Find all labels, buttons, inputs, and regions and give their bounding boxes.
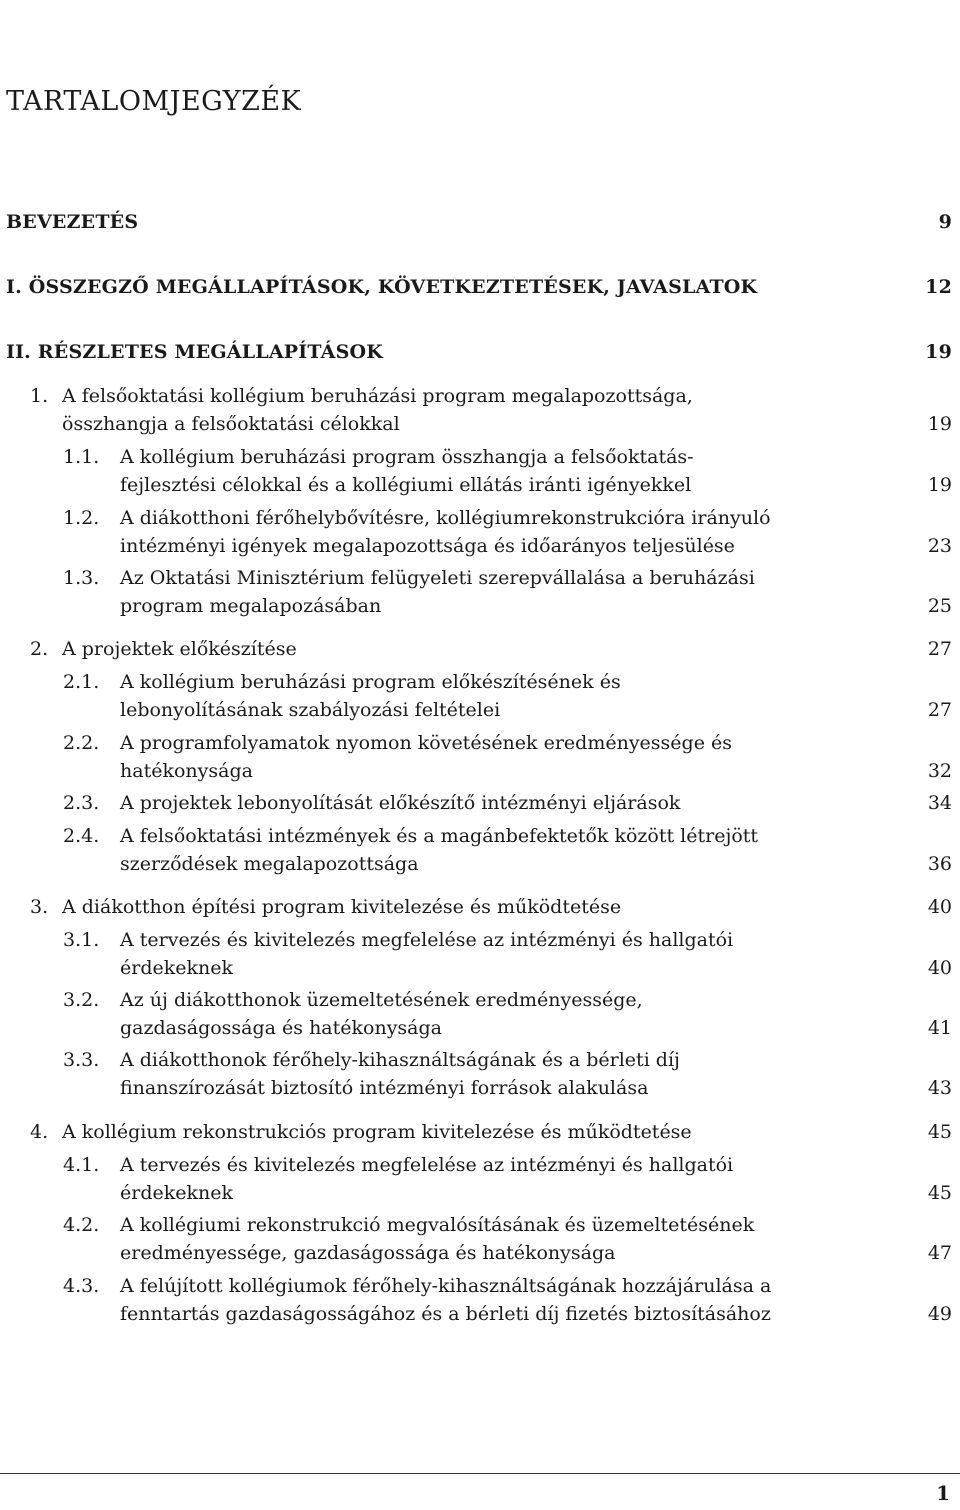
toc-entry-text: BEVEZETÉS [6, 211, 139, 233]
toc-entry-page: 9 [938, 211, 952, 233]
toc-entry-page: 19 [927, 413, 952, 435]
toc-entry-text: A diákotthon építési program kivitelezése és működtetése [62, 896, 622, 918]
toc-entry-page: 36 [927, 853, 952, 875]
toc-entry-text: A tervezés és kivitelezés megfelelése az intézményi és hallgatói érdekeknek [120, 929, 734, 979]
toc-entry-4-1[interactable] [63, 1151, 952, 1207]
toc-entry-number: 1. [30, 385, 49, 407]
toc-entry-1[interactable] [30, 382, 952, 438]
toc-entry-text: A tervezés és kivitelezés megfelelése az intézményi és hallgatói érdekeknek [120, 1154, 734, 1204]
toc-entry-number: 2. [30, 638, 49, 660]
toc-entry-3-2[interactable] [63, 986, 952, 1042]
toc-entry-text: A diákotthonok férőhely-kihasználtságának és a bérleti díj finanszírozását biztosító intézményi források alakulása [120, 1049, 680, 1099]
toc-entry-4-2[interactable] [63, 1211, 952, 1267]
toc-entry-text: Az új diákotthonok üzemeltetésének eredményessége, gazdaságossága és hatékonysága [120, 989, 643, 1039]
toc-entry-2-1[interactable] [63, 668, 952, 724]
toc-entry-number: 4.2. [63, 1214, 100, 1236]
toc-entry-page: 41 [927, 1017, 952, 1039]
toc-entry-text: II. RÉSZLETES MEGÁLLAPÍTÁSOK [6, 341, 384, 363]
toc-entry-page: 23 [927, 535, 952, 557]
toc-entry-page: 49 [927, 1303, 952, 1325]
toc-entry-2-4[interactable] [63, 822, 952, 878]
toc-entry-text: A felsőoktatási kollégium beruházási program megalapozottsága, összhangja a felsőoktatási célokkal [62, 385, 693, 435]
toc-entry-page: 19 [927, 474, 952, 496]
toc-entry-text: A felsőoktatási intézmények és a magánbefektetők között létrejött szerződések megalapozottsága [120, 825, 759, 875]
toc-entry-number: 3.2. [63, 989, 100, 1011]
toc-entry-number: 1.3. [63, 567, 100, 589]
toc-entry-text: A kollégium beruházási program összhangja a felsőoktatás- fejlesztési célokkal és a kollégiumi ellátás iránti igényekkel [120, 446, 694, 496]
toc-entry-text: A felújított kollégiumok férőhely-kihasználtságának hozzájárulása a fenntartás gazdaságosságához és a bérleti díj fizetés biztosításához [120, 1275, 772, 1325]
toc-entry-number: 2.2. [63, 732, 100, 754]
footer-page-number: 1 [936, 1481, 950, 1505]
toc-entry-3[interactable] [30, 893, 952, 921]
toc-entry-text: A kollégium rekonstrukciós program kivitelezése és működtetése [62, 1121, 692, 1143]
toc-entry-page: 40 [927, 957, 952, 979]
toc-entry-page: 25 [927, 595, 952, 617]
toc-entry-page: 40 [927, 896, 952, 918]
toc-entry-reszletes[interactable] [6, 338, 952, 366]
toc-entry-4-3[interactable] [63, 1272, 952, 1328]
toc-entry-4[interactable] [30, 1118, 952, 1146]
toc-entry-number: 2.1. [63, 671, 100, 693]
toc-entry-page: 43 [927, 1077, 952, 1099]
toc-entry-page: 19 [925, 341, 952, 363]
toc-entry-text: A projektek előkészítése [62, 638, 297, 660]
toc-entry-page: 27 [927, 699, 952, 721]
toc-entry-2-2[interactable] [63, 729, 952, 785]
toc-entry-osszegzo[interactable] [6, 273, 952, 301]
toc-entry-page: 45 [927, 1121, 952, 1143]
toc-entry-text: A kollégiumi rekonstrukció megvalósításának és üzemeltetésének eredményessége, gazdaságossága és hatékonysága [120, 1214, 755, 1264]
toc-entry-number: 4.1. [63, 1154, 100, 1176]
toc-entry-1-3[interactable] [63, 564, 952, 620]
toc-entry-page: 27 [927, 638, 952, 660]
toc-entry-2-3[interactable] [63, 789, 952, 817]
toc-entry-number: 2.4. [63, 825, 100, 847]
toc-entry-3-1[interactable] [63, 926, 952, 982]
toc-entry-text: I. ÖSSZEGZŐ MEGÁLLAPÍTÁSOK, KÖVETKEZTETÉSEK, JAVASLATOK [6, 276, 758, 298]
toc-entry-number: 3.1. [63, 929, 100, 951]
toc-entry-text: A programfolyamatok nyomon követésének eredményessége és hatékonysága [120, 732, 732, 782]
toc-entry-number: 1.1. [63, 446, 100, 468]
toc-entry-text: A projektek lebonyolítását előkészítő intézményi eljárások [120, 792, 681, 814]
toc-entry-text: A diákotthoni férőhelybővítésre, kollégiumrekonstrukcióra irányuló intézményi igények megalapozottsága és időarányos teljesülése [120, 507, 771, 557]
toc-entry-1-2[interactable] [63, 504, 952, 560]
footer-divider [0, 1473, 960, 1474]
toc-entry-page: 34 [927, 792, 952, 814]
toc-entry-number: 4.3. [63, 1275, 100, 1297]
toc-entry-number: 3.3. [63, 1049, 100, 1071]
toc-entry-bevezetes[interactable] [6, 208, 952, 236]
toc-entry-number: 1.2. [63, 507, 100, 529]
toc-entry-number: 3. [30, 896, 49, 918]
toc-entry-page: 32 [927, 760, 952, 782]
toc-entry-2[interactable] [30, 635, 952, 663]
toc-entry-number: 2.3. [63, 792, 100, 814]
toc-entry-page: 12 [925, 276, 952, 298]
toc-entry-number: 4. [30, 1121, 49, 1143]
toc-entry-3-3[interactable] [63, 1046, 952, 1102]
toc-entry-page: 45 [927, 1182, 952, 1204]
toc-entry-page: 47 [927, 1242, 952, 1264]
page-title: TARTALOMJEGYZÉK [6, 86, 302, 117]
toc-entry-1-1[interactable] [63, 443, 952, 499]
toc-entry-text: Az Oktatási Minisztérium felügyeleti szerepvállalása a beruházási program megalapozásában [120, 567, 755, 617]
toc-entry-text: A kollégium beruházási program előkészítésének és lebonyolításának szabályozási feltételei [120, 671, 621, 721]
